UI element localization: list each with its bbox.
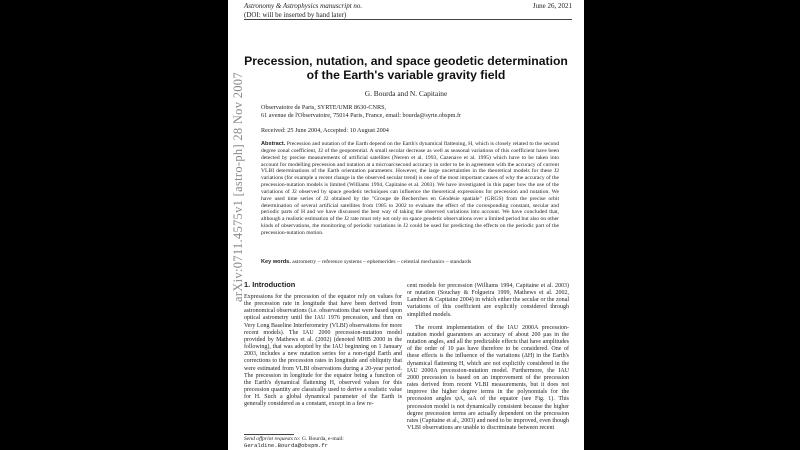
arxiv-stamp: arXiv:0711.4575v1 [astro-ph] 28 Nov 2007 [231,72,245,302]
journal-line: Astronomy & Astrophysics manuscript no. [244,2,363,10]
footnote-lead: Send offprint requests to: [244,436,301,442]
abstract [261,141,559,237]
affiliation-line-2: 61 avenue de l'Observatoire, 75014 Paris, France, email: bourda@syrte.obspm.fr [261,112,462,119]
left-column-text: Expressions for the precession of the equator rely on values for the precession rate in longitude that have been derived from astronomical observations (i.e. observations that were based upon optical astrometry until the IAU 1976 precession, and then on Very Long Baseline Interferometry (VLBI) observations for more recent models). The IAU 2000 precession-nutation model provided by Mathews et al. (2002) (denoted MHB 2000 in the following), that was adopted by the IAU beginning on 1 January 2003, includes a new nutation series for a non-rigid Earth and corrections to the precession rates in longitude and obliquity that were estimated from VLBI observations during a 20-year period. The precession in longitude for the equator being a function of the Earth's dynamical flattening H, observed values for this precession quantity are classically used to derive a realistic value for H. Such a global dynamical parameter of the Earth is generally considered as a constant, except in a few re- [244,294,402,408]
abstract-text: Precession and nutation of the Earth depend on the Earth's dynamical flattening, H, which is closely related to the second degree zonal coefficient, J2 of the geopotential. A small secular decrease as well as seasonal variations of this coefficient have been detected by precise measurements of artificial satellites (Nerem et al. 1993, Cazenave et al. 1995) which have to be taken into account for modelling precession and nutation at a microarcsecond accuracy in order to be in agreement with the accuracy of current VLBI determinations of the Earth orientation parameters. However, the large uncertainties in the theoretical models for these J2 variations (for example a recent change in the observed secular trend) is one of the most important causes of why the accuracy of the precession-nutation models is limited (Williams 1994, Capitaine et al. 2003). We have investigated in this paper how the use of the variations of J2 observed by space geodetic techniques can influence the theoretical expressions for precession and nutation. We have used time series of J2 obtained by the "Groupe de Recherches en Géodésie spatiale" (GRGS) from the precise orbit determination of several artificial satellites from 1985 to 2002 to evaluate the effect of the corresponding constant, secular and periodic parts of H and we have discussed the best way of taking the observed variations into account. We have concluded that, although a realistic estimation of the J2 rate must rely not only on space geodetic observations over a limited period but also on other kinds of observations, the monitoring of periodic variations in J2 could be used for predicting the effects on the periodic part of the precession-nutation motion. [261,141,560,236]
manuscript-date: June 26, 2021 [532,2,572,10]
affiliation-line-1: Observatoire de Paris, SYRTE/UMR 8630-CNRS, [261,104,387,111]
keywords [261,259,559,266]
paper-authors: G. Bourda and N. Capitaine [364,89,448,98]
keywords-text: astrometry – reference systems – ephemerides – celestial mechanics – standards [292,259,472,265]
running-header [244,2,572,19]
received-dates: Received: 25 June 2004, Accepted: 10 August 2004 [261,127,389,134]
footnote [244,436,402,449]
abstract-label: Abstract. [261,141,286,147]
affiliation [261,104,461,120]
right-column [407,283,569,432]
keywords-label: Key words. [261,259,291,265]
right-column-para-1: cent models for precession (Williams 1994, Capitaine et al. 2003) or nutation (Souchay & Folgueira 1999, Mathews et al. 2002, Lambert & Capitaine 2004) in which either the secular or the zonal variations of this coefficient are explicitly considered through simplified models. [407,283,569,318]
footnote-rule [244,434,294,435]
section-heading-introduction: 1. Introduction [244,280,296,289]
footnote-email: Geraldine.Bourda@obspm.fr [244,441,328,449]
footnote-rest: G. Bourda, e-mail: [301,436,344,442]
header-rule [244,19,572,20]
doi-note: (DOI: will be inserted by hand later) [244,10,347,19]
right-column-para-2: The recent implementation of the IAU 2000A precession-nutation model guarantees an accuracy of about 200 µas in the nutation angles, and all the predictable effects that have amplitudes of the order of 10 µas have therefore to be considered. One of these effects is the influence of the variations (ΔH) in the Earth's dynamical flattening H, which are not explicitly considered in the IAU 2000A precession-nutation model. Furthermore, the IAU 2000 precession is based on an improvement of the precession rates derived from recent VLBI measurements, but it does not improve the higher degree terms in the polynomials for the precession angles ψA, ωA of the equator (see Fig. 1). This precession model is not dynamically consistent because the higher degree precession terms are actually dependent on the precession rates (Capitaine et al., 2003) and need to be improved, even though VLBI observations are unable to discriminate between recent [407,324,569,431]
paper-page [228,0,584,450]
paper-title: Precession, nutation, and space geodetic determination of the Earth's variable gravity field [244,54,568,82]
